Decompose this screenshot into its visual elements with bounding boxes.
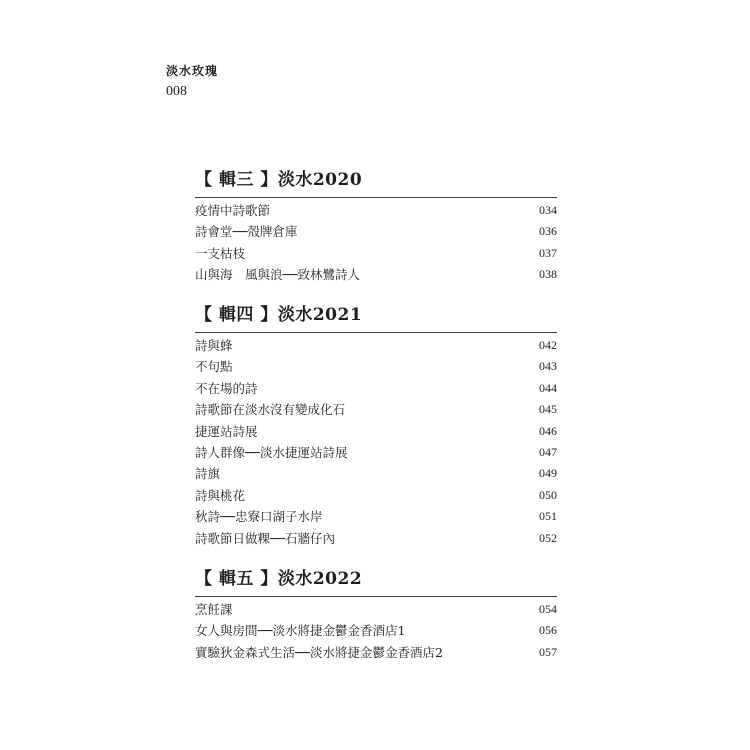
entry-title: 山與海 風與浪──致林鷺詩人 bbox=[195, 267, 361, 283]
toc-entry[interactable] bbox=[195, 378, 557, 399]
section-title: 【 輯三 】淡水2020 bbox=[195, 170, 363, 190]
toc-entry[interactable] bbox=[195, 506, 557, 527]
section-title: 【 輯五 】淡水2022 bbox=[195, 569, 363, 589]
toc-entry[interactable] bbox=[195, 620, 557, 641]
entry-page-number: 037 bbox=[539, 245, 557, 260]
entry-page-number: 043 bbox=[539, 359, 557, 374]
toc-entry[interactable] bbox=[195, 335, 557, 356]
entry-title: 實驗狄金森式生活──淡水將捷金鬱金香酒店2 bbox=[195, 644, 444, 660]
entry-page-number: 054 bbox=[539, 602, 557, 616]
entry-title: 疫情中詩歌節 bbox=[195, 203, 271, 218]
running-head-title: 淡水玫瑰 bbox=[166, 64, 219, 78]
entry-page-number: 036 bbox=[539, 224, 557, 239]
toc-entry[interactable] bbox=[195, 485, 557, 506]
toc-entry[interactable] bbox=[195, 528, 557, 549]
toc-entry[interactable] bbox=[195, 463, 557, 484]
entry-title: 詩與蜂 bbox=[195, 338, 233, 353]
entry-title: 秋詩──忠寮口湖子水岸 bbox=[195, 509, 323, 525]
toc-entry[interactable] bbox=[195, 599, 557, 620]
entry-title: 詩旗 bbox=[195, 466, 221, 482]
entry-page-number: 047 bbox=[539, 444, 557, 459]
folio-page-number: 008 bbox=[166, 84, 187, 99]
toc-entry[interactable] bbox=[195, 442, 557, 463]
entry-title: 一支枯枝 bbox=[195, 245, 246, 261]
toc-entry[interactable] bbox=[195, 264, 557, 285]
toc-entry[interactable] bbox=[195, 243, 557, 264]
entry-page-number: 050 bbox=[539, 487, 557, 502]
entry-title: 詩歌節在淡水沒有變成化石 bbox=[195, 402, 346, 418]
toc-entry[interactable] bbox=[195, 421, 557, 442]
entry-title: 烹飪課 bbox=[195, 602, 233, 617]
entry-page-number: 045 bbox=[539, 402, 557, 417]
entry-title: 不在場的詩 bbox=[195, 380, 258, 396]
entry-page-number: 038 bbox=[539, 267, 557, 282]
entry-title: 詩會堂──殼牌倉庫 bbox=[195, 224, 298, 240]
entry-page-number: 042 bbox=[539, 338, 557, 352]
entry-page-number: 057 bbox=[539, 644, 557, 659]
toc-section-5 bbox=[195, 566, 557, 663]
section-divider bbox=[195, 332, 557, 333]
toc-entry[interactable] bbox=[195, 399, 557, 420]
entry-page-number: 049 bbox=[539, 466, 557, 481]
entry-title: 詩與桃花 bbox=[195, 487, 246, 503]
toc-entry[interactable] bbox=[195, 221, 557, 242]
entry-title: 捷運站詩展 bbox=[195, 423, 258, 439]
entry-page-number: 052 bbox=[539, 530, 557, 545]
toc-entry[interactable] bbox=[195, 642, 557, 663]
section-divider bbox=[195, 197, 557, 198]
toc-section-3 bbox=[195, 167, 557, 286]
toc-entry[interactable] bbox=[195, 356, 557, 377]
entry-title: 詩人群像──淡水捷運站詩展 bbox=[195, 444, 348, 460]
entry-page-number: 044 bbox=[539, 380, 557, 395]
entry-page-number: 034 bbox=[539, 203, 557, 217]
section-title: 【 輯四 】淡水2021 bbox=[195, 305, 363, 325]
entry-title: 詩歌節日做粿──石牆仔內 bbox=[195, 530, 336, 546]
toc-entry[interactable] bbox=[195, 200, 557, 221]
entry-page-number: 051 bbox=[539, 509, 557, 524]
entry-title: 女人與房間──淡水將捷金鬱金香酒店1 bbox=[195, 623, 406, 639]
entry-page-number: 046 bbox=[539, 423, 557, 438]
entry-title: 不句點 bbox=[195, 359, 233, 375]
entry-page-number: 056 bbox=[539, 623, 557, 638]
toc-section-4 bbox=[195, 302, 557, 549]
section-divider bbox=[195, 596, 557, 597]
